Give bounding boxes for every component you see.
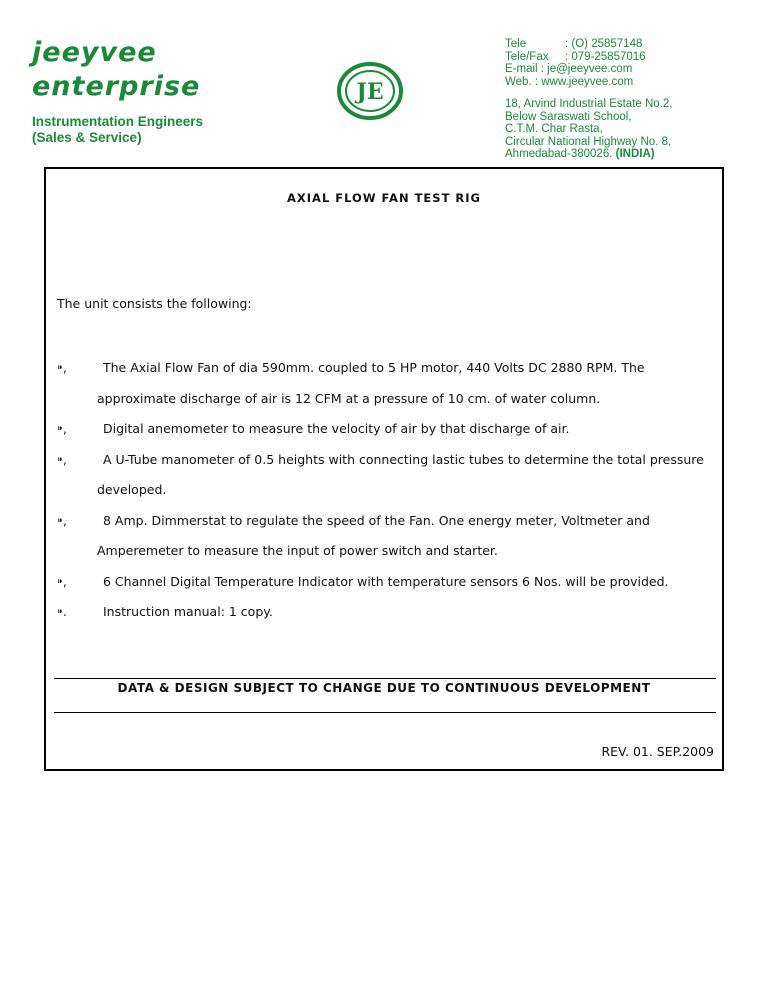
item-text-continued: developed.: [97, 482, 167, 497]
intro-text: The unit consists the following:: [57, 296, 252, 311]
divider-bottom: [54, 712, 716, 713]
bullet-marker: ⁍.: [57, 605, 67, 619]
company-brand: [32, 36, 203, 146]
contact-block: [505, 38, 672, 161]
bullet-marker: ⁍,: [57, 452, 67, 467]
address-line: Below Saraswati School,: [505, 110, 632, 123]
brand-name-line1: jeeyvee: [32, 37, 157, 68]
revision-label: REV. 01. SEP.2009: [601, 744, 714, 759]
address-city: Ahmedabad-380026.: [505, 148, 613, 160]
brand-name-line2: enterprise: [32, 71, 201, 102]
list-item: [57, 353, 717, 414]
tagline-line2: (Sales & Service): [32, 130, 142, 145]
tele-value: : (O) 25857148: [565, 38, 643, 50]
fax-value: : 079-25857016: [565, 50, 646, 63]
list-item: [57, 597, 717, 628]
logo-monogram: JE: [356, 79, 384, 105]
bullet-marker: ⁍,: [57, 574, 67, 589]
item-text: A U-Tube manometer of 0.5 heights with connecting lastic tubes to determine the total pressure: [103, 451, 704, 467]
bullet-marker: ⁍,: [57, 361, 67, 375]
bullet-marker: ⁍,: [57, 513, 67, 528]
list-item: [57, 414, 717, 445]
document-title: AXIAL FLOW FAN TEST RIG: [287, 191, 481, 205]
change-notice: DATA & DESIGN SUBJECT TO CHANGE DUE TO CONTINUOUS DEVELOPMENT: [117, 681, 651, 695]
tagline-line1: Instrumentation Engineers: [32, 114, 204, 129]
bullet-marker: ⁍,: [57, 422, 67, 436]
item-text: 6 Channel Digital Temperature Indicator with temperature sensors 6 Nos. will be provided.: [103, 573, 669, 589]
web-line: Web. : www.jeeyvee.com: [505, 75, 634, 88]
item-text: Digital anemometer to measure the velocity of air by that discharge of air.: [103, 421, 570, 436]
tele-row: [505, 38, 672, 51]
spec-sheet-frame: [44, 167, 724, 771]
address-country: (INDIA): [615, 148, 655, 160]
list-item: [57, 567, 717, 598]
item-text: Instruction manual: 1 copy.: [103, 604, 273, 619]
email-line: E-mail : je@jeeyvee.com: [505, 63, 633, 75]
address-city-line: [505, 148, 672, 161]
item-text-continued: approximate discharge of air is 12 CFM at a pressure of 10 cm. of water column.: [97, 390, 601, 406]
list-item: [57, 445, 717, 506]
list-item: [57, 506, 717, 567]
address-line: C.T.M. Char Rasta,: [505, 123, 603, 135]
item-list: [57, 353, 717, 628]
divider-top: [54, 678, 716, 679]
fax-label: Tele/Fax: [505, 50, 549, 63]
fax-row: [505, 51, 672, 64]
item-text: 8 Amp. Dimmerstat to regulate the speed of the Fan. One energy meter, Voltmeter and: [103, 512, 650, 528]
item-text-continued: Amperemeter to measure the input of power switch and starter.: [97, 543, 498, 558]
address-line: 18, Arvind Industrial Estate No.2,: [505, 98, 673, 110]
address-line: Circular National Highway No. 8,: [505, 135, 672, 148]
company-logo: [337, 62, 403, 120]
item-text: The Axial Flow Fan of dia 590mm. coupled to 5 HP motor, 440 Volts DC 2880 RPM. The: [103, 360, 645, 375]
tele-label: Tele: [505, 38, 527, 50]
